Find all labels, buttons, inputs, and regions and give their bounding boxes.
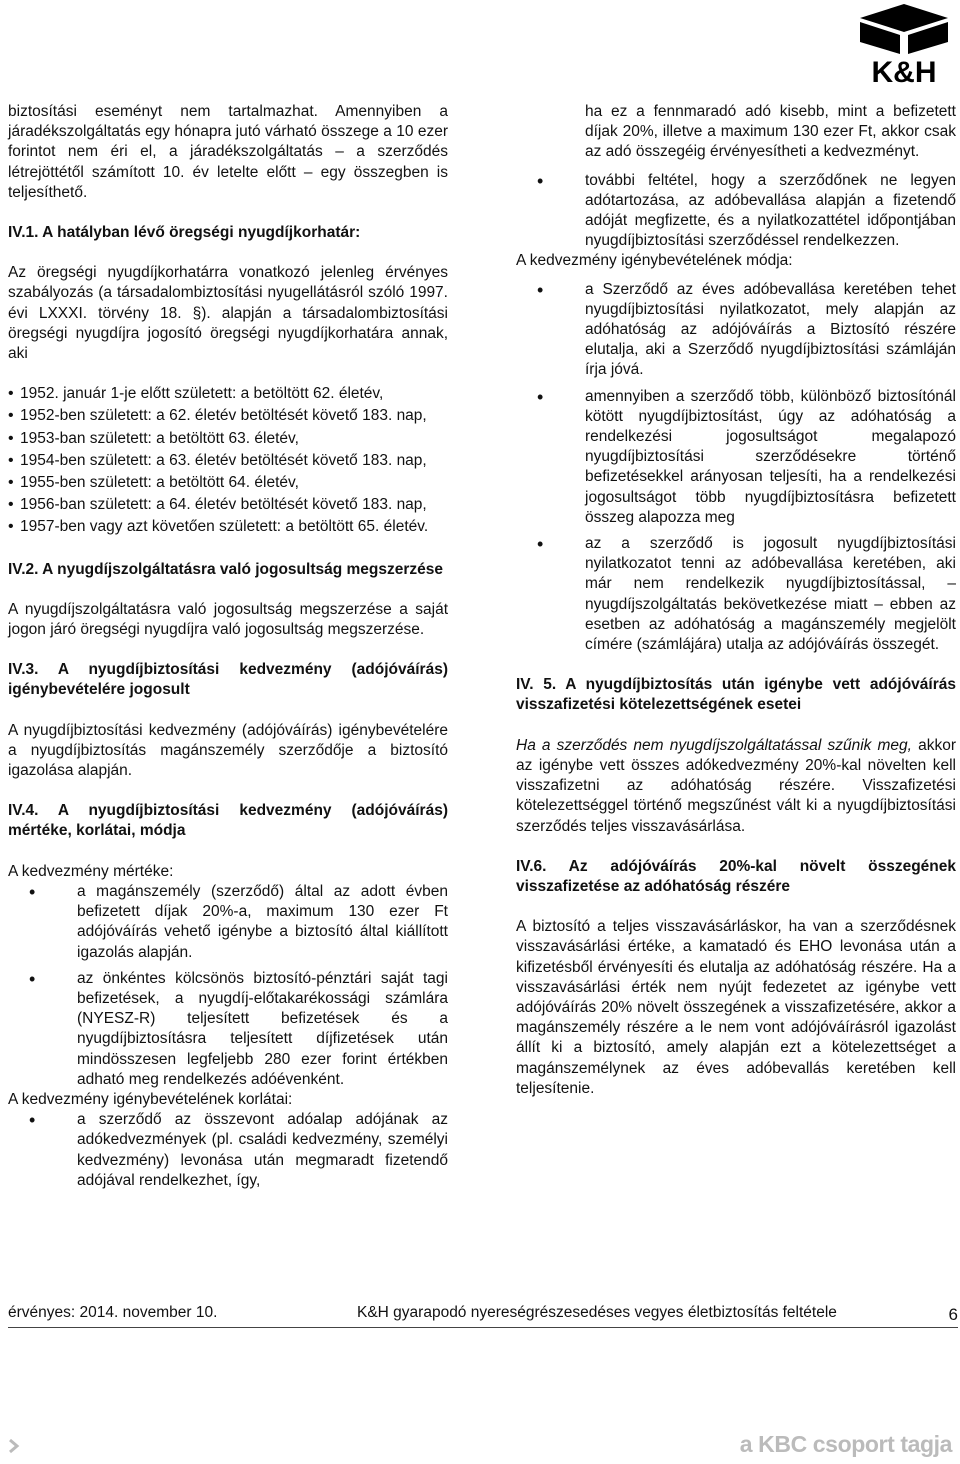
age-list (8, 384, 448, 537)
footer-date: érvényes: 2014. november 10. (8, 1304, 218, 1321)
section-heading-iv4: IV.4. A nyugdíjbiztosítási kedvezmény (adójóváírás) mértéke, korlátai, módja (8, 802, 448, 840)
list-item: • a Szerződő az éves adóbevallása keretében tehet nyugdíjbiztosítási nyilatkozatot, mely alapján az adóhatóság az adójóváírás a Biztosító részére elutalja, aki a Szerződő nyugdíjbiztosítási számláján írja jóvá. (516, 280, 956, 381)
section-text-iv5-italic: Ha a szerződés nem nyugdíjszolgáltatással szűnik meg, (516, 736, 912, 754)
korlatok-continuation: ha ez a fennmaradó adó kisebb, mint a befizetett díjak 20%, illetve a maximum 130 ezer Ft, akkor csak az adó összegéig érvényesítheti a kedvezményt. (585, 103, 956, 161)
modja-list (516, 280, 956, 656)
list-item: • további feltétel, hogy a szerződőnek ne legyen adótartozása, az adóbevallása alapján a fizetendő adóját megfizette, és a nyilatkozattétel időpontjában nyugdíjbiztosítási szerződéssel rendelkezzen. (516, 171, 956, 252)
section-heading-iv3: IV.3. A nyugdíjbiztosítási kedvezmény (adójóváírás) igénybevételére jogosult (8, 661, 448, 699)
kedvezmeny-korlatai-label: A kedvezmény igénybevételének korlátai: (8, 1090, 293, 1108)
kbc-tagline: a KBC csoport tagja (739, 1430, 952, 1457)
list-item: • 1953-ban született: a betöltött 63. életév, (8, 429, 448, 449)
kh-logo (852, 4, 956, 86)
list-item: • a magánszemély (szerződő) által az adott évben befizetett díjak 20%-a, maximum 130 ezer Ft adójóváírás vehető igénybe a biztosító által kiállított igazolás alapján. (8, 882, 448, 963)
list-item: • 1952. január 1-je előtt született: a betöltött 62. életév, (8, 384, 448, 404)
list-item: • 1954-ben született: a 63. életév betöltését követő 183. nap, (8, 451, 448, 471)
mertek-list (8, 882, 448, 1090)
kedvezmeny-mertek-label: A kedvezmény mértéke: (8, 862, 174, 880)
list-item: • az önkéntes kölcsönös biztosító-pénztári saját tagi befizetések, a nyugdíj-előtakarékossági számlára (NYESZ-R) teljesített befizetések és a nyugdíjbiztosításra teljesített díjfizetések után mindösszesen legfeljebb 280 ezer forint értékben adható meg rendelkezés adóévenként. (8, 969, 448, 1090)
intro-paragraph: biztosítási eseményt nem tartalmazhat. Amennyiben a járadékszolgáltatás egy hónapra jutó várható összege a 10 ezer forintot nem éri el, a járadékszolgáltatás – a szerződés létrejöttétől számított 10. év letelte előtt – egy összegben is teljesíthető. (8, 103, 448, 201)
section-text-iv5-rest: akkor az igénybe vett összes adókedvezmény 20%-kal növelten kell visszafizetni az adóhatóság részére. Visszafizetési kötelezettséggel történő megszűnést vált ki a nyugdíjbiztosítási szerződés teljes visszavásárlása. (516, 736, 957, 835)
page-footer (8, 1303, 958, 1328)
section-text-iv5 (516, 736, 956, 837)
left-column (8, 102, 448, 1191)
korlatok-list-continued (516, 171, 956, 252)
section-heading-iv6: IV.6. Az adójóváírás 20%-kal növelt összegének visszafizetése az adóhatóság részére (516, 857, 956, 895)
list-item: • 1956-ban született: a 64. életév betöltését követő 183. nap, (8, 495, 448, 515)
section-text-iv6: A biztosító a teljes visszavásárláskor, ha van a szerződésnek visszavásárlási értéke, a kamatadó és EHO levonása után a kifizetésből érvényesíti és elutalja az adóhatóság részére. Ha a visszavásárlási érték nem nyújt fedezetet az igénybe vett adójóváírás 20% növelt összegének a visszafizetésére, akkor a magánszemély részére a le nem vont adójóváírásról igazolást állít ki a biztosító, amely alapján ezt a kötelezettséget a magánszemélynek az éves adóbevallás keretében kell teljesítenie. (516, 918, 956, 1097)
list-item: • amennyiben a szerződő több, különböző biztosítónál kötött nyugdíjbiztosítást, úgy az adóhatóság a rendelkezési jogosultságot megalapozó nyugdíjbiztosítási szerződésekre történő befizetésekkel arányosan teljesíti, ha a rendelkezési jogosultságot több nyugdíjbiztosításra befizetett összeg alapozza meg (516, 387, 956, 528)
footer-title: K&H gyarapodó nyereségrészesedéses vegyes életbiztosítás feltétele (357, 1304, 837, 1321)
section-text-iv3: A nyugdíjbiztosítási kedvezmény (adójóváírás) igénybevételére a nyugdíjbiztosítás magánszemély szerződője a biztosító igazolása alapján. (8, 721, 448, 780)
section-heading-iv2: IV.2. A nyugdíjszolgáltatásra való jogosultság megszerzése (8, 560, 444, 578)
section-text-iv1: Az öregségi nyugdíjkorhatárra vonatkozó jelenleg érvényes szabályozás (a társadalombiztosítási nyugellátásról szóló 1997. évi LXXXI. törvény 18. §). alapján a társadalombiztosítási öregségi nyugdíjra jogosító öregségi nyugdíjkorhatára annak, aki (8, 264, 448, 363)
korlatok-list (8, 1110, 448, 1191)
section-text-iv2: A nyugdíjszolgáltatásra való jogosultság megszerzése a saját jogon járó öregségi nyugdíjra való jogosultság megszerzése. (8, 600, 448, 639)
logo-text: K&H (871, 56, 937, 86)
section-heading-iv1: IV.1. A hatályban lévő öregségi nyugdíjkorhatár: (8, 224, 361, 242)
list-item: • az a szerződő is jogosult nyugdíjbiztosítási nyilatkozatot tenni az adóbevallása keretében, aki már nem rendelkezik nyugdíjbiztosítással, – nyugdíjszolgáltatás bekövetkezése miatt – ebben az esetben az adóhatóság a magánszemély megjelölt címére (számlájára) utalja az adójóváírás összegét. (516, 534, 956, 655)
list-item: • 1955-ben született: a betöltött 64. életév, (8, 473, 448, 493)
section-heading-iv5: IV. 5. A nyugdíjbiztosítás után igénybe vett adójóváírás visszafizetési kötelezettségének esetei (516, 676, 956, 714)
list-item: • a szerződő az összevont adóalap adójának az adókedvezmények (pl. családi kedvezmény, személyi kedvezmény) levonása után megmaradt fizetendő adójával rendelkezhet, így, (8, 1110, 448, 1191)
list-item: • 1952-ben született: a 62. életév betöltését követő 183. nap, (8, 406, 448, 426)
kedvezmeny-modja-label: A kedvezmény igénybevételének módja: (516, 252, 793, 270)
right-column (516, 102, 956, 1099)
kh-logo-cube-icon (852, 4, 956, 86)
list-item: • 1957-ben vagy azt követően született: a betöltött 65. életév. (8, 517, 448, 537)
kbc-chevron-icon (6, 1438, 22, 1454)
page-number: 6 (948, 1305, 958, 1324)
